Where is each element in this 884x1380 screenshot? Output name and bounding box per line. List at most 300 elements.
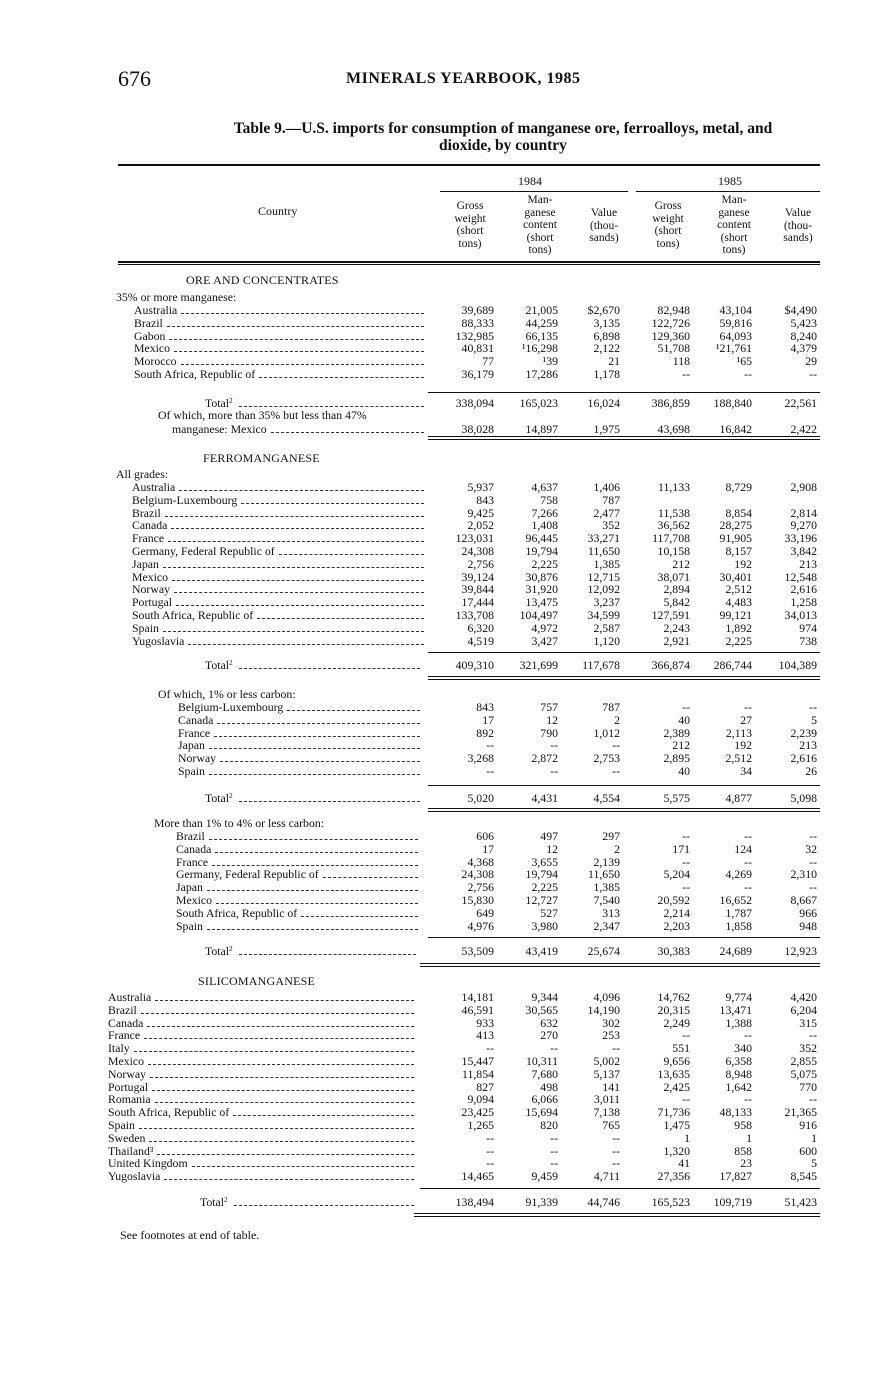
cell-col-6: 2,310 [790,867,817,882]
column-header-line: (thou- [783,219,813,232]
country-column-header: Country [258,204,298,218]
cell-col-6: 5,098 [790,791,817,805]
row-label [108,1017,143,1029]
table-row [0,920,884,932]
cell-col-3: 3,011 [593,1092,620,1107]
table-row [0,843,884,855]
cell-col-2: ¹39 [542,354,558,369]
cell-col-2: 527 [540,905,558,920]
cell-col-5: 6,358 [725,1054,752,1068]
row-label-text: Yugoslavia [108,1169,161,1184]
cell-col-6: 738 [799,633,817,648]
column-header-line: (short [456,225,484,237]
cell-col-4: 122,726 [651,315,690,330]
table-row [0,991,884,1003]
cell-col-1: 2,052 [467,518,494,533]
column-header-line: content [523,219,557,231]
subsection-label: More than 1% to 4% or less carbon: [154,816,325,830]
column-header-line: (thou- [589,219,619,232]
total-row [0,792,884,804]
running-head: MINERALS YEARBOOK, 1985 [346,70,581,87]
cell-col-6: 948 [799,918,817,933]
row-label [108,1068,146,1080]
cell-col-4: 20,315 [657,1002,690,1017]
cell-col-6: 2,814 [790,505,817,520]
cell-col-5: 43,104 [719,303,752,317]
cell-col-5: 1 [746,1130,752,1145]
cell-col-6: 315 [799,1015,817,1030]
cell-col-1: 39,124 [461,569,494,584]
cell-col-5: 1,787 [725,905,752,920]
cell-col-1: 40,831 [461,341,494,356]
column-header-line: (short [720,231,748,244]
cell-col-2: 12 [546,841,558,856]
cell-col-6: 8,545 [790,1169,817,1184]
row-label-text: Portugal [132,595,172,610]
cell-col-4: 127,591 [651,608,690,622]
row-label [205,659,233,671]
cell-col-2: 10,311 [525,1054,558,1068]
cell-col-6: -- [809,1092,817,1107]
column-header-line: tons) [458,237,482,250]
row-label [178,765,205,777]
row-label-text: manganese: Mexico [172,422,267,436]
cell-col-3: 141 [602,1079,620,1094]
leader-dots [287,710,420,711]
cell-col-2: -- [550,1156,558,1171]
total-rule-2 [428,439,820,440]
cell-col-3: 117,678 [582,658,620,672]
cell-col-4: -- [682,367,690,381]
cell-col-2: 2,225 [531,556,558,571]
leader-dots [239,406,424,407]
total-rule-2 [428,811,820,812]
cell-col-6: -- [809,1028,817,1043]
table-row [0,752,884,764]
cell-col-2: 12,727 [525,893,558,907]
cell-col-2: 497 [540,829,558,843]
row-label [200,1196,228,1208]
row-label [176,894,212,906]
cell-col-5: 24,689 [719,944,752,958]
cell-col-4: 1 [684,1130,690,1145]
cell-col-5: 64,093 [719,328,752,343]
cell-col-3: 33,271 [587,531,620,546]
cell-col-4: 2,895 [663,751,690,766]
cell-col-4: 2,243 [663,620,690,635]
row-label [108,1145,153,1157]
cell-col-4: 2,249 [663,1015,690,1030]
column-header-2 [505,194,575,257]
row-label-text: Spain [176,918,203,933]
cell-col-2: 13,475 [525,595,558,610]
section-heading-ferromanganese: FERROMANGANESE [203,451,320,465]
column-header-3 [569,207,639,245]
cell-col-3: 1,012 [593,725,620,740]
row-label-text: South Africa, Republic of [134,367,256,381]
column-header-6 [763,207,833,245]
cell-col-2: -- [550,1130,558,1145]
table-title-line-2: dioxide, by country [439,137,567,154]
cell-col-2: 43,419 [525,944,558,958]
column-header-line: (short [526,231,554,244]
cell-col-5: 1,858 [725,918,752,933]
cell-col-1: 892 [476,725,494,740]
row-label-text: South Africa, Republic of [176,905,298,920]
cell-col-6: 2,616 [790,751,817,766]
column-header-line: tons) [656,237,680,250]
row-label-text: Australia [108,990,152,1004]
table-row [0,881,884,893]
header-bottom-rule-2 [118,264,820,265]
cell-col-4: 11,133 [657,480,690,494]
cell-col-5: -- [744,700,752,714]
cell-col-4: 5,842 [663,595,690,610]
row-label-text: Spain [108,1118,135,1132]
subtotal-rule [428,937,820,938]
leader-dots [220,761,420,762]
row-label [108,991,151,1003]
table-row [0,317,884,329]
cell-col-3: 2,753 [593,751,620,766]
cell-col-3: 787 [602,700,620,714]
total-rule [428,808,820,809]
cell-col-4: -- [682,854,690,869]
cell-col-4: 41 [678,1156,690,1171]
row-label [134,304,177,316]
cell-col-5: -- [744,854,752,869]
cell-col-2: 321,699 [519,658,558,672]
cell-col-1: 843 [476,700,494,714]
table-row [0,583,884,595]
cell-col-6: 5,075 [790,1066,817,1081]
row-label-text: Total [200,1195,225,1209]
row-label-text: Sweden [108,1130,146,1145]
cell-col-4: 36,562 [657,518,690,533]
column-header-line: weight [652,212,684,225]
leader-dots [257,618,424,619]
row-label [176,920,203,932]
row-label-text: Belgium-Luxembourg [132,492,238,507]
row-label [132,481,175,493]
cell-col-3: 1,406 [593,480,620,494]
table-row [0,907,884,919]
table-row [0,558,884,570]
cell-col-3: $2,670 [587,303,620,317]
leader-dots [171,528,424,529]
cell-col-6: 2,908 [790,480,817,494]
table-row [0,507,884,519]
cell-col-6: 21,365 [784,1105,817,1120]
footnote-marker: 2 [224,1196,228,1204]
cell-col-1: 409,310 [455,658,494,672]
table-row [0,1055,884,1067]
column-header-line: tons) [722,244,746,256]
row-label-text: Total [205,944,230,958]
cell-col-5: 30,401 [719,569,752,584]
cell-col-4: 71,736 [657,1105,690,1120]
cell-col-6: 1 [811,1130,817,1145]
cell-col-6: 12,548 [784,569,817,584]
table-row [0,1170,884,1182]
cell-col-3: 5,137 [593,1066,620,1081]
cell-col-6: -- [809,829,817,843]
cell-col-1: 11,854 [461,1066,494,1081]
cell-col-5: 9,774 [725,990,752,1004]
table-row [0,519,884,531]
leader-dots [152,1090,414,1091]
cell-col-1: 4,368 [467,854,494,869]
cell-col-3: -- [612,738,620,753]
cell-col-1: 14,181 [461,990,494,1004]
cell-col-5: 1,388 [725,1015,752,1030]
cell-col-1: 88,333 [461,315,494,330]
cell-col-5: 8,729 [725,480,752,494]
row-label [178,727,210,739]
row-label-text: Japan [176,880,203,895]
cell-col-1: 138,494 [455,1195,494,1209]
cell-col-6: 352 [799,1041,817,1056]
table-row [0,545,884,557]
cell-col-1: 15,447 [461,1054,494,1068]
column-header-line: tons) [528,244,552,256]
total-row [0,1196,884,1208]
cell-col-5: 16,842 [719,422,752,436]
leader-dots [241,503,424,504]
section-heading-silicomanganese: SILICOMANGANESE [198,974,315,988]
column-header-5 [699,194,769,257]
cell-col-3: 313 [602,905,620,920]
table-row [0,304,884,316]
row-label-text: Belgium-Luxembourg [178,700,284,714]
row-label [132,558,159,570]
cell-col-3: 14,190 [587,1002,620,1017]
column-header-line: sands) [783,232,813,244]
row-label-text: Australia [132,480,176,494]
table-row [0,532,884,544]
cell-col-5: 23 [740,1156,752,1171]
table-row [0,355,884,367]
cell-col-6: 33,196 [784,531,817,546]
leader-dots [164,1179,414,1180]
cell-col-4: 129,360 [651,328,690,343]
leader-dots [168,541,424,542]
row-label-text: United Kingdom [108,1156,188,1171]
cell-col-6: 2,239 [790,725,817,740]
cell-col-6: 4,420 [790,990,817,1004]
subsection-label: Of which, 1% or less carbon: [158,687,296,701]
cell-col-3: 787 [602,492,620,507]
row-label-text: Norway [178,751,217,766]
cell-col-6: 2,422 [790,422,817,436]
subtotal-rule [420,1188,820,1189]
table-row [0,830,884,842]
cell-col-6: -- [809,854,817,869]
table-row [0,701,884,713]
cell-col-6: 12,923 [784,944,817,958]
cell-col-1: 9,094 [467,1092,494,1107]
table-row [0,765,884,777]
row-label-text: Thailand³ [108,1143,154,1158]
cell-col-2: 3,655 [531,854,558,869]
cell-col-1: 649 [476,905,494,920]
table-row [0,1029,884,1041]
cell-col-2: 9,459 [531,1169,558,1184]
leader-dots [147,1026,414,1027]
cell-col-5: -- [744,1028,752,1043]
cell-col-2: 758 [540,492,558,507]
cell-col-5: 109,719 [713,1195,752,1209]
table-row [0,1042,884,1054]
cell-col-6: 26 [805,764,817,778]
cell-col-2: 30,565 [525,1002,558,1017]
row-label-text: Portugal [108,1079,148,1094]
cell-col-4: 40 [678,712,690,727]
row-label-text: France [178,725,211,740]
cell-col-6: 34,013 [784,608,817,622]
cell-col-1: 338,094 [455,396,494,410]
leader-dots [239,668,420,669]
leader-dots [141,1013,414,1014]
column-header-line: ganese [524,206,556,219]
cell-col-1: 14,465 [461,1169,494,1184]
cell-col-3: -- [612,1143,620,1158]
leader-dots [167,326,424,327]
cell-col-2: 2,225 [531,880,558,895]
cell-col-5: 17,827 [719,1169,752,1184]
row-label [132,545,275,557]
leader-dots [155,1102,414,1103]
leader-dots [209,748,420,749]
cell-col-5: -- [744,1092,752,1107]
row-label-text: Brazil [134,315,163,330]
row-label-text: France [108,1028,141,1043]
table-row [0,609,884,621]
row-label-text: Canada [108,1015,144,1030]
cell-col-2: 21,005 [525,303,558,317]
cell-col-1: -- [486,1156,494,1171]
subsection-label: All grades: [116,467,169,481]
row-label [176,881,203,893]
cell-col-6: $4,490 [784,303,817,317]
leader-dots [144,1038,414,1039]
row-label-text: Japan [178,738,205,753]
row-label [108,1119,135,1131]
row-label [178,739,205,751]
cell-col-2: -- [550,764,558,778]
cell-col-4: 386,859 [651,396,690,410]
cell-col-3: 2,122 [593,341,620,356]
cell-col-5: 340 [734,1041,752,1056]
leader-dots [155,1000,414,1001]
row-label-text: France [132,531,165,546]
cell-col-3: 2,587 [593,620,620,635]
row-label-text: Spain [132,620,159,635]
cell-col-3: -- [612,764,620,778]
cell-col-4: 1,475 [663,1118,690,1132]
row-label [134,355,177,367]
leader-dots [165,516,424,517]
cell-col-3: 1,975 [593,422,620,436]
cell-col-1: 2,756 [467,880,494,895]
cell-col-4: 2,425 [663,1079,690,1094]
cell-col-1: 606 [476,829,494,843]
cell-col-1: 1,265 [467,1118,494,1132]
cell-col-4: -- [682,1092,690,1107]
cell-col-5: 2,225 [725,633,752,648]
row-label-text: Canada [178,712,214,727]
total-row [0,659,884,671]
column-header-line: weight [454,212,486,225]
column-header-4 [633,200,703,250]
cell-col-3: 1,385 [593,556,620,571]
row-label-text: Canada [132,518,168,533]
cell-col-3: 4,096 [593,990,620,1004]
year-1984-label: 1984 [518,174,542,188]
row-label [132,507,161,519]
cell-col-1: 6,320 [467,620,494,635]
cell-col-2: 31,920 [525,582,558,597]
cell-col-3: 3,135 [593,315,620,330]
leader-dots [209,774,420,775]
cell-col-2: 3,980 [531,918,558,933]
cell-col-4: 10,158 [657,544,690,558]
row-label [108,1157,188,1169]
cell-col-1: -- [486,1143,494,1158]
cell-col-3: 2 [614,712,620,727]
row-label-text: Total [205,791,230,805]
cell-col-4: -- [682,1028,690,1043]
cell-col-4: 5,204 [663,867,690,882]
row-label [178,714,213,726]
row-label-text: Spain [178,764,205,778]
cell-col-5: 188,840 [713,396,752,410]
cell-col-3: 16,024 [587,396,620,410]
cell-col-1: 39,844 [461,582,494,597]
cell-col-4: 551 [672,1041,690,1056]
cell-col-5: 2,512 [725,582,752,597]
row-label [108,1132,145,1144]
cell-col-6: 916 [799,1118,817,1132]
cell-col-5: 34 [740,764,752,778]
leader-dots [217,723,420,724]
cell-col-2: ¹16,298 [522,341,558,356]
cell-col-6: 2,855 [790,1054,817,1068]
row-label-text: Romania [108,1092,151,1107]
cell-col-5: 2,113 [725,725,752,740]
cell-col-5: 91,905 [719,531,752,546]
cell-col-2: 790 [540,725,558,740]
row-label [108,1170,160,1182]
cell-col-1: 2,756 [467,556,494,571]
column-header-line: Man- [721,194,747,206]
cell-col-4: 11,538 [657,505,690,520]
cell-col-1: 413 [476,1028,494,1043]
cell-col-1: -- [486,1041,494,1056]
row-label-text: Brazil [176,829,205,843]
cell-col-6: 600 [799,1143,817,1158]
cell-col-4: 43,698 [657,422,690,436]
row-label [132,571,168,583]
cell-col-5: -- [744,880,752,895]
cell-col-4: 165,523 [651,1195,690,1209]
column-header-line: content [717,219,751,231]
leader-dots [279,554,424,555]
cell-col-1: 133,708 [455,608,494,622]
subsection-label: 35% or more manganese: [116,290,237,304]
cell-col-5: 13,471 [719,1002,752,1017]
cell-col-1: 53,509 [461,944,494,958]
